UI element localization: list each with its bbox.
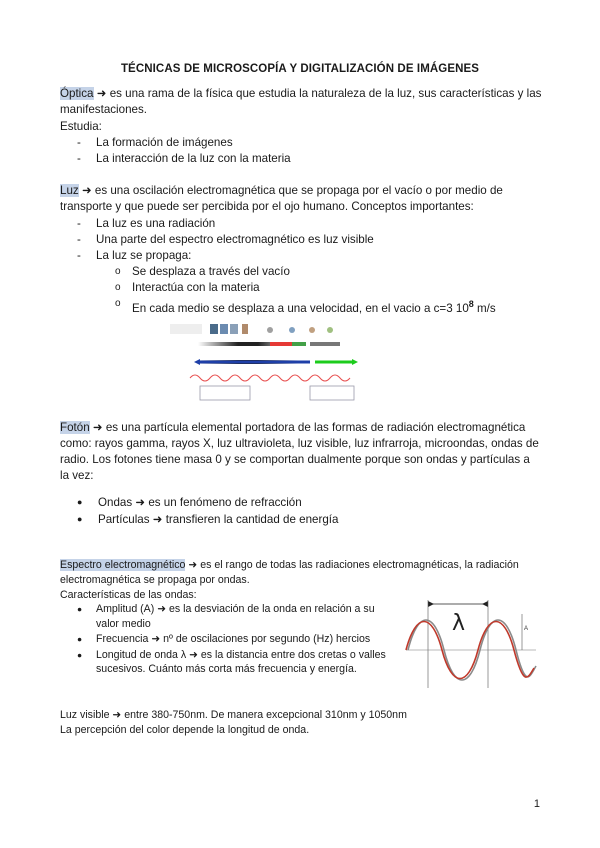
arrowhead: [482, 601, 488, 607]
wave-line: [190, 375, 350, 381]
foton-term: Fotón: [60, 421, 90, 434]
lambda-label: λ: [452, 611, 466, 636]
unit: m/s: [473, 302, 496, 316]
arrow-icon: ➜: [96, 87, 107, 100]
optica-definition: es una rama de la física que estudia la naturaleza de la luz, sus características y las manifestaciones.: [60, 87, 542, 116]
list-item: - La luz se propaga:: [60, 248, 540, 264]
spectrum-diagram: [170, 322, 360, 406]
luz-paragraph: [60, 183, 540, 215]
icon-dot: [267, 327, 273, 333]
icon-tile: [242, 324, 248, 334]
wave-diagram: [404, 596, 540, 692]
espectro-term: Espectro electromagnético: [60, 559, 186, 571]
luz-visible-line: Luz visible ➜ entre 380-750nm. De manera excepcional 310nm y 1050nm: [60, 709, 407, 721]
list-item: ● Longitud de onda λ ➜ es la distancia entre dos cretas o valles sucesivos. Cuánto más corta más frecuencia y energía.: [60, 648, 396, 677]
espectro-list: [60, 602, 396, 678]
caption-box: [310, 386, 354, 400]
list-item: ● Amplitud (A) ➜ es la desviación de la onda en relación a su valor medio: [60, 602, 396, 631]
page-title: TÉCNICAS DE MICROSCOPÍA Y DIGITALIZACIÓN DE IMÁGENES: [120, 63, 480, 75]
velocity-text: En cada medio se desplaza a una velocidad, en el vacio a c=3 10: [132, 302, 469, 316]
optica-paragraph: [60, 86, 546, 118]
espectro-paragraph: [60, 558, 546, 588]
foton-list: [60, 494, 540, 528]
list-item: ● Partículas ➜ transfieren la cantidad de energía: [60, 511, 540, 528]
list-item: - Una parte del espectro electromagnético es luz visible: [60, 232, 540, 248]
espectro-definition: es el rango de todas las radiaciones electromagnéticas, la radiación electromagnética se propaga por ondas.: [60, 559, 519, 586]
list-item: - La interacción de la luz con la materia: [60, 151, 540, 167]
arrowhead: [352, 359, 358, 365]
page-number: 1: [533, 798, 540, 810]
luz-definition: es una oscilación electromagnética que se propaga por el vacío o por medio de transporte y que puede ser percibida por el ojo humano. Conceptos importantes:: [60, 184, 503, 213]
arrow-icon: ➜: [188, 559, 198, 571]
list-item: o Se desplaza a través del vacío: [60, 264, 540, 280]
label-box: [170, 324, 202, 334]
list-item: - La luz es una radiación: [60, 216, 540, 232]
icon-dot: [309, 327, 315, 333]
caracteristicas-heading: Características de las ondas:: [60, 589, 197, 601]
list-item: o Interactúa con la materia: [60, 280, 540, 296]
visible-red: [270, 342, 292, 346]
visible-green: [292, 342, 306, 346]
icon-dot: [289, 327, 295, 333]
caption-box: [200, 386, 250, 400]
luz-list: [60, 216, 540, 265]
optica-term: Óptica: [60, 87, 94, 100]
icon-tile: [210, 324, 218, 334]
foton-paragraph: [60, 420, 540, 484]
list-item: - La formación de imágenes: [60, 135, 540, 151]
list-item: ● Ondas ➜ es un fenómeno de refracción: [60, 494, 540, 511]
exponent: 8: [468, 299, 474, 310]
arrow-icon: ➜: [92, 421, 103, 434]
optica-estudia: Estudia:: [60, 120, 102, 133]
spectrum-gray: [310, 342, 340, 346]
list-item: ● Frecuencia ➜ nº de oscilaciones por segundo (Hz) hercios: [60, 632, 396, 647]
arrowhead: [428, 601, 434, 607]
arrowhead: [194, 359, 200, 365]
luz-sublist: [60, 264, 540, 317]
amplitude-label: A: [524, 626, 529, 632]
icon-tile: [220, 324, 228, 334]
list-item: [60, 296, 540, 317]
icon-tile: [230, 324, 238, 334]
optica-list: [60, 135, 540, 167]
icon-dot: [327, 327, 333, 333]
foton-definition: es una partícula elemental portadora de las formas de radiación electromagnética como: rayos gamma, rayos X, luz ultravioleta, luz visible, luz infrarroja, microondas, ondas de radio. Los fotones tiene masa 0 y se comportan dualmente porque son ondas y partículas a la vez:: [60, 421, 539, 482]
percepcion-line: La percepción del color depende la longitud de onda.: [60, 724, 310, 736]
arrow-icon: ➜: [81, 184, 92, 197]
luz-term: Luz: [60, 184, 79, 197]
